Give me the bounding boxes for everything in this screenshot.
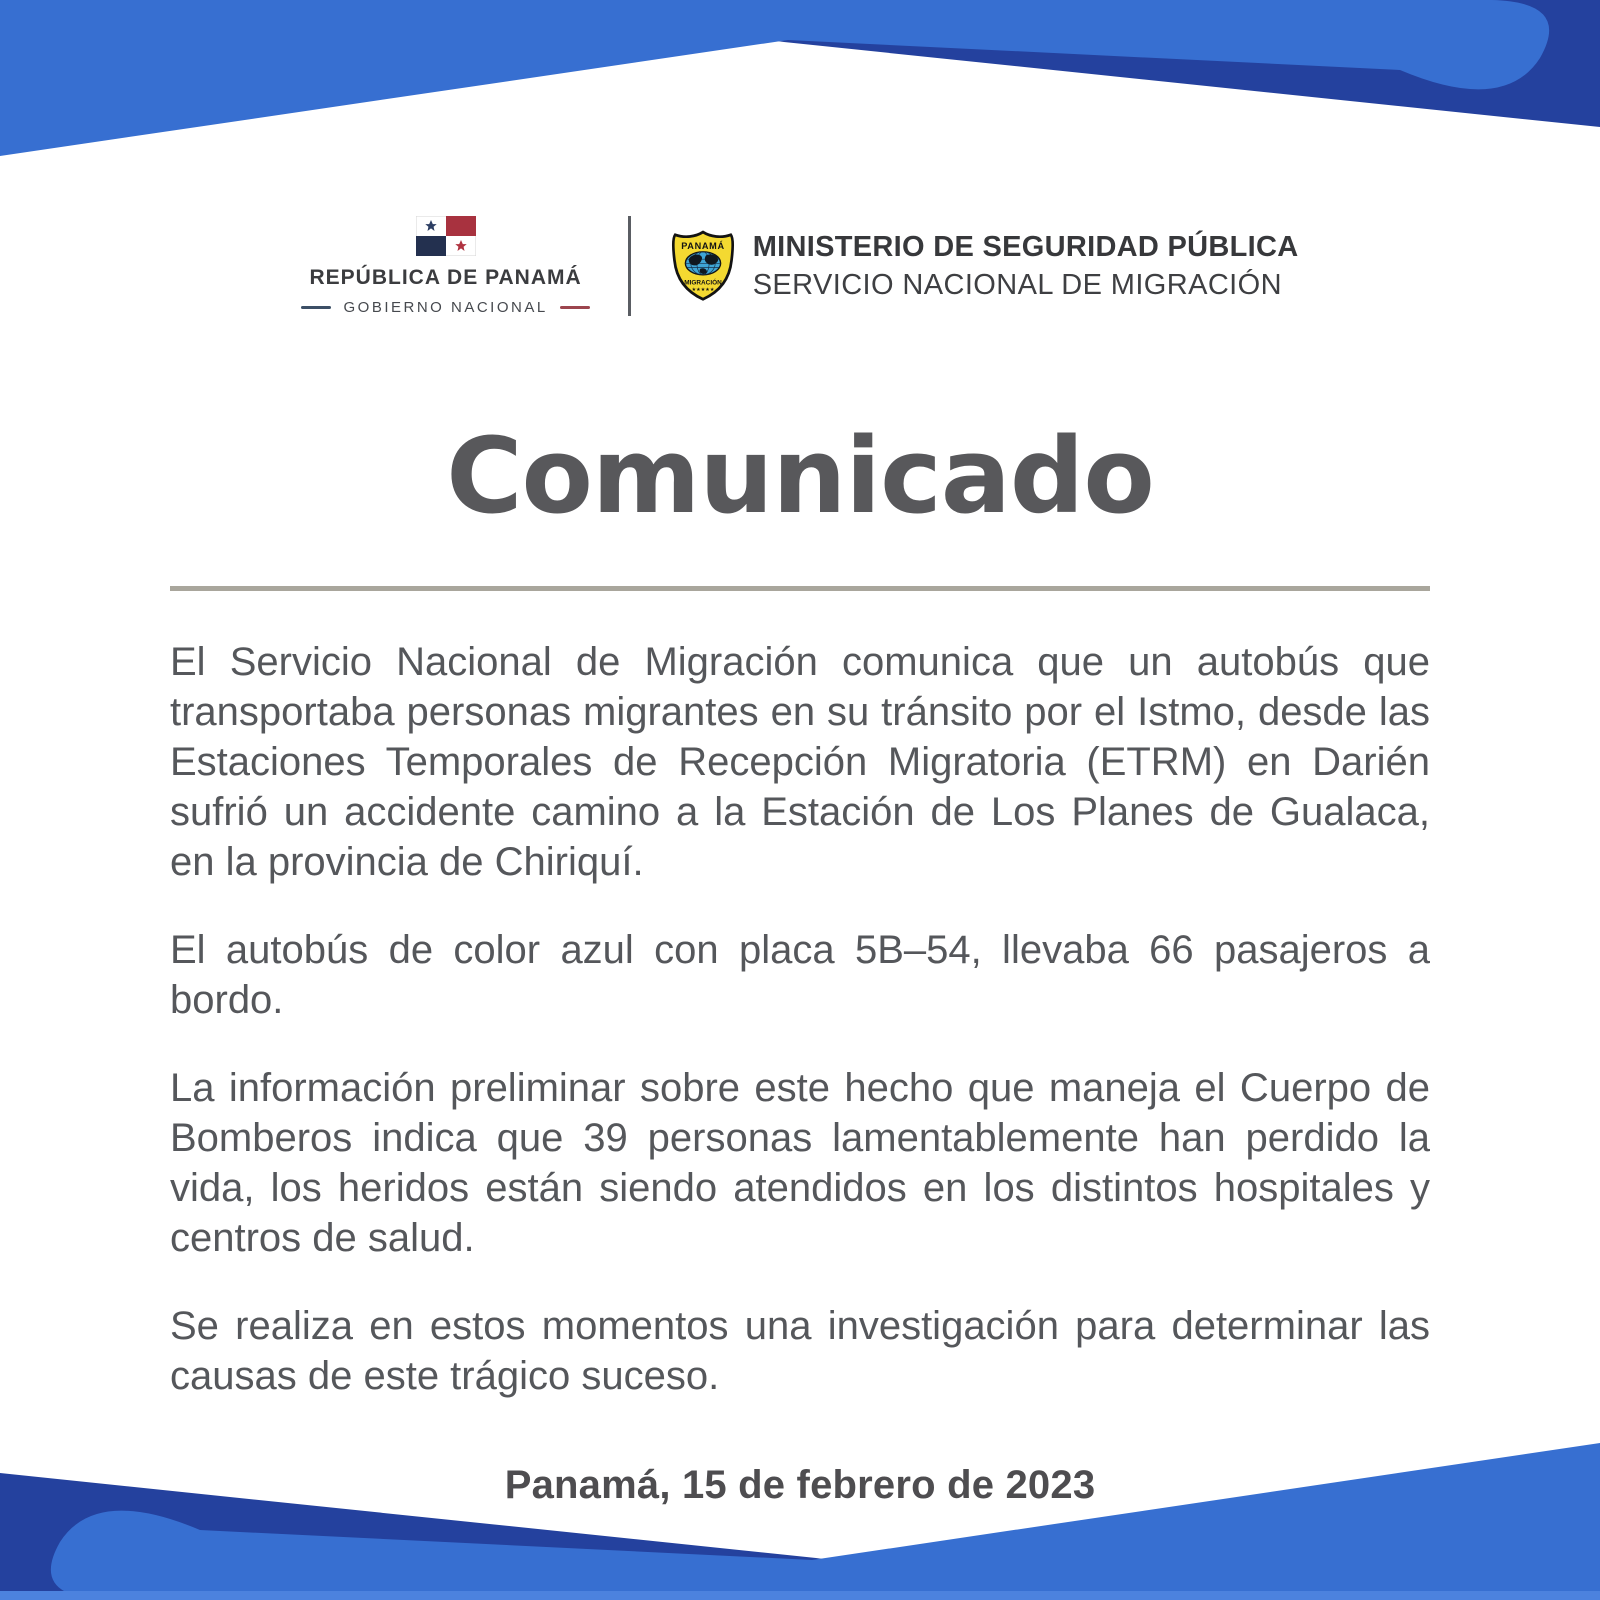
republic-title: REPÚBLICA DE PANAMÁ [309, 266, 582, 289]
government-subtitle: GOBIERNO NACIONAL [343, 299, 548, 316]
republic-lockup [301, 216, 589, 316]
ministry-name: MINISTERIO DE SEGURIDAD PÚBLICA [752, 230, 1299, 263]
page-title: Comunicado [446, 415, 1154, 537]
dash-left-icon [301, 306, 331, 309]
bottom-strip-shape [0, 1591, 1600, 1600]
communique-body [170, 415, 1430, 1508]
title-divider-rule [170, 586, 1430, 591]
badge-stars: ★★★★★ [691, 287, 715, 294]
header [0, 216, 1600, 316]
panama-flag-icon [416, 216, 476, 256]
ministry-text-block [753, 231, 1299, 302]
body-paragraph: Se realiza en estos momentos una investigación para determinar las causas de este trágico suceso. [170, 1304, 1430, 1398]
dash-right-icon [560, 306, 590, 309]
bottom-banner-decoration [0, 1388, 1600, 1600]
badge-country-label: PANAMÁ [680, 241, 725, 252]
ministry-lockup [669, 228, 1299, 304]
header-vertical-divider [628, 216, 631, 316]
body-copy [170, 637, 1430, 1401]
top-banner-decoration [0, 0, 1600, 180]
government-subtitle-row [301, 299, 589, 316]
service-name: SERVICIO NACIONAL DE MIGRACIÓN [752, 268, 1282, 301]
body-paragraph: El autobús de color azul con placa 5B–54, llevaba 66 pasajeros a bordo. [170, 928, 1430, 1022]
migration-badge-icon [669, 228, 737, 304]
badge-agency-label: MIGRACIÓN [683, 279, 722, 287]
dateline: Panamá, 15 de febrero de 2023 [504, 1463, 1096, 1507]
body-paragraph: La información preliminar sobre este hecho que maneja el Cuerpo de Bomberos indica que 39 personas lamentablemente han perdido la vida, los heridos están siendo atendidos en los distintos hospitales y centros de salud. [170, 1066, 1430, 1260]
body-paragraph: El Servicio Nacional de Migración comunica que un autobús que transportaba personas migrantes en su tránsito por el Istmo, desde las Estaciones Temporales de Recepción Migratoria (ETRM) en Darién sufrió un accidente camino a la Estación de Los Planes de Gualaca, en la provincia de Chiriquí. [170, 640, 1430, 884]
